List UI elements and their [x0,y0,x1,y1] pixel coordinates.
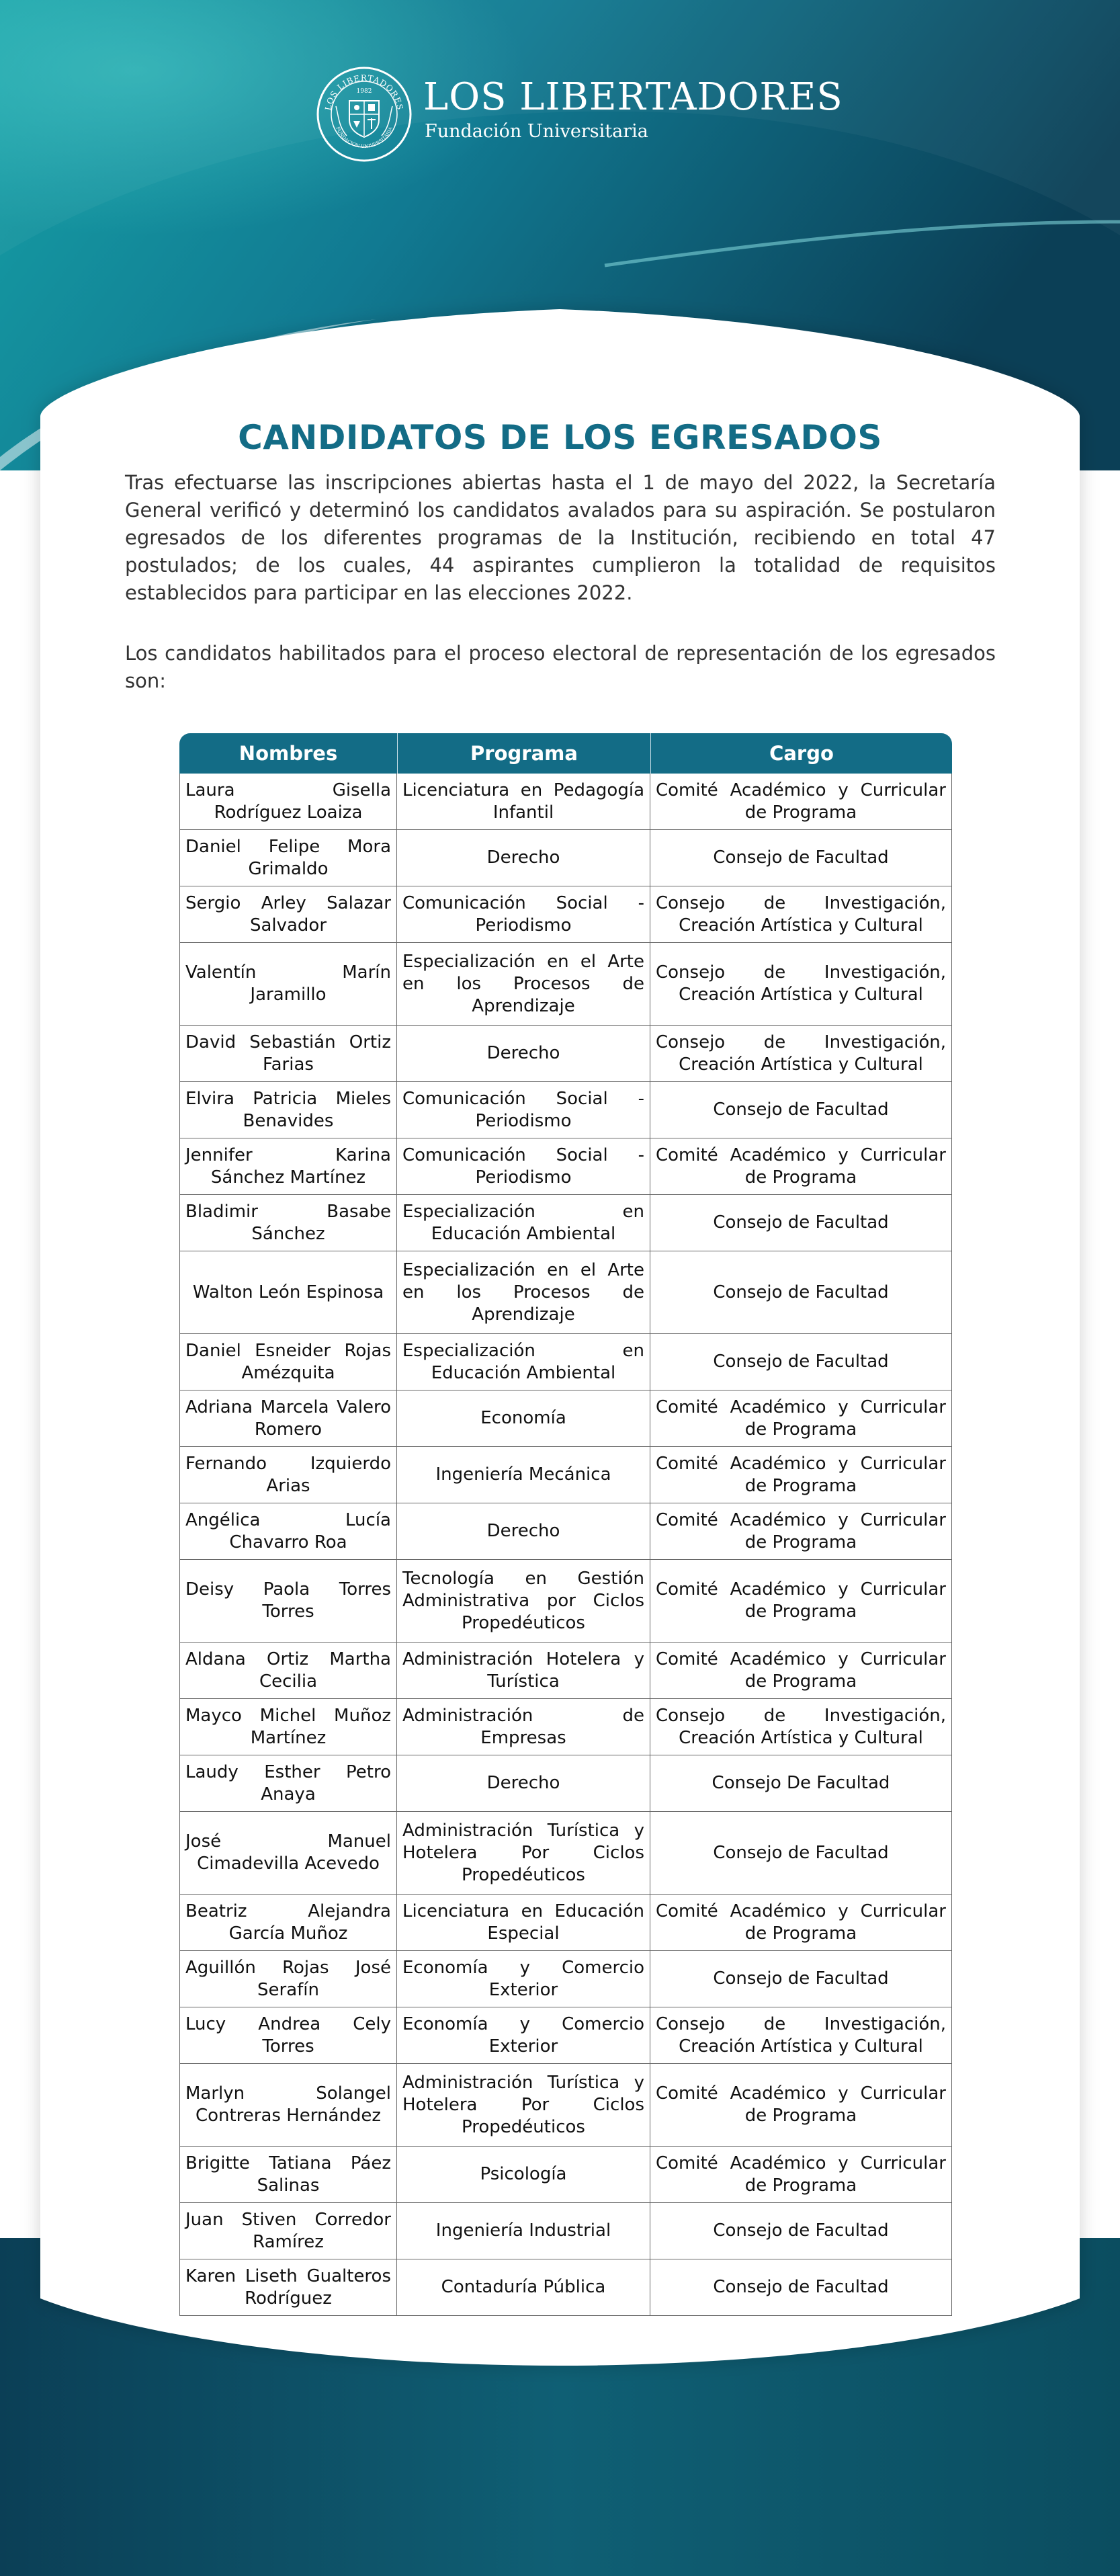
table-row [179,1643,952,1699]
cell-cargo: Comité Académico y Curricular de Programa [650,1560,952,1643]
header-nombres: Nombres [179,733,397,774]
cell-cargo: Consejo de Facultad [650,2259,952,2316]
table-row [179,1026,952,1082]
table-row [179,1699,952,1755]
table-row [179,1560,952,1643]
cell-cargo: Consejo de Investigación, Creación Artística y Cultural [650,1699,952,1755]
cell-nombre: Deisy Paola Torres Torres [179,1560,397,1643]
cell-cargo: Consejo de Facultad [650,1082,952,1138]
cell-cargo: Comité Académico y Curricular de Programa [650,1503,952,1560]
cell-programa: Contaduría Pública [397,2259,650,2316]
cell-nombre: Elvira Patricia Mieles Benavides [179,1082,397,1138]
cell-programa: Licenciatura en Educación Especial [397,1895,650,1951]
table-row [179,1812,952,1895]
brand-subtitle: Fundación Universitaria [425,121,648,142]
page-title: CANDIDATOS DE LOS EGRESADOS [238,417,882,457]
cell-cargo: Comité Académico y Curricular de Programa [650,774,952,830]
table-row [179,1251,952,1334]
table-row [179,1082,952,1138]
cell-cargo: Consejo de Facultad [650,2203,952,2259]
cell-cargo: Consejo de Facultad [650,1334,952,1390]
cell-programa: Especialización en Educación Ambiental [397,1195,650,1251]
table-row [179,1334,952,1390]
cell-nombre: José Manuel Cimadevilla Acevedo [179,1812,397,1895]
table-row [179,774,952,830]
cell-nombre: Walton León Espinosa [179,1251,397,1334]
table-row [179,2147,952,2203]
cell-programa: Derecho [397,1755,650,1812]
cell-cargo: Consejo de Investigación, Creación Artística y Cultural [650,886,952,943]
cell-nombre: Aguillón Rojas José Serafín [179,1951,397,2007]
cell-nombre: Lucy Andrea Cely Torres [179,2007,397,2064]
table-row [179,886,952,943]
header-cargo: Cargo [650,733,952,774]
seal-year: 1982 [356,88,372,95]
cell-programa: Psicología [397,2147,650,2203]
cell-programa: Economía y Comercio Exterior [397,1951,650,2007]
cell-cargo: Comité Académico y Curricular de Programa [650,1138,952,1195]
cell-programa: Ingeniería Industrial [397,2203,650,2259]
table-row [179,1195,952,1251]
cell-programa: Administración Turística y Hotelera Por Ciclos Propedéuticos [397,2064,650,2147]
cell-programa: Ingeniería Mecánica [397,1447,650,1503]
table-row [179,1503,952,1560]
cell-programa: Especialización en el Arte en los Procesos de Aprendizaje [397,943,650,1026]
seal-text-bottom: FUNDACIÓN UNIVERSITARIA [335,126,394,150]
cell-programa: Economía [397,1390,650,1447]
cell-programa: Comunicación Social - Periodismo [397,1082,650,1138]
cell-nombre: Adriana Marcela Valero Romero [179,1390,397,1447]
cell-programa: Comunicación Social - Periodismo [397,886,650,943]
table-row [179,1951,952,2007]
cell-cargo: Comité Académico y Curricular de Programa [650,2064,952,2147]
cell-cargo: Comité Académico y Curricular de Programa [650,2147,952,2203]
cell-nombre: Laudy Esther Petro Anaya [179,1755,397,1812]
cell-nombre: Karen Liseth Gualteros Rodríguez [179,2259,397,2316]
table-row [179,2259,952,2316]
brand-name: LOS LIBERTADORES [423,75,843,119]
cell-nombre: Sergio Arley Salazar Salvador [179,886,397,943]
header-programa: Programa [397,733,650,774]
cell-nombre: Marlyn Solangel Contreras Hernández [179,2064,397,2147]
university-seal-icon [316,66,413,163]
cell-cargo: Comité Académico y Curricular de Programa [650,1895,952,1951]
cell-programa: Derecho [397,1026,650,1082]
table-header-row [179,733,952,774]
cell-nombre: Laura Gisella Rodríguez Loaiza [179,774,397,830]
intro-paragraph: Tras efectuarse las inscripciones abiertas hasta el 1 de mayo del 2022, la Secretaría General verificó y determinó los candidatos avalados para su aspiración. Se postularon egresados de los diferentes programas de la Institución, recibiendo en total 47 postulados; de los cuales, 44 aspirantes cumplieron la totalidad de requisitos establecidos para participar en las elecciones 2022. [125,471,996,604]
cell-programa: Administración Turística y Hotelera Por Ciclos Propedéuticos [397,1812,650,1895]
cell-nombre: Daniel Felipe Mora Grimaldo [179,830,397,886]
cell-cargo: Consejo de Investigación, Creación Artística y Cultural [650,1026,952,1082]
table-row [179,2203,952,2259]
table-row [179,1447,952,1503]
cell-cargo: Consejo de Facultad [650,830,952,886]
candidates-table [179,733,952,2316]
cell-programa: Tecnología en Gestión Administrativa por Ciclos Propedéuticos [397,1560,650,1643]
brand-logo [316,66,843,167]
table-row [179,1390,952,1447]
cell-programa: Especialización en Educación Ambiental [397,1334,650,1390]
cell-nombre: Juan Stiven Corredor Ramírez [179,2203,397,2259]
cell-programa: Licenciatura en Pedagogía Infantil [397,774,650,830]
cell-nombre: Bladimir Basabe Sánchez [179,1195,397,1251]
table-row [179,2007,952,2064]
table-row [179,1895,952,1951]
cell-nombre: Jennifer Karina Sánchez Martínez [179,1138,397,1195]
cell-nombre: Beatriz Alejandra García Muñoz [179,1895,397,1951]
cell-cargo: Consejo de Facultad [650,1951,952,2007]
lead-paragraph: Los candidatos habilitados para el proceso electoral de representación de los egresados son: [125,642,996,692]
cell-cargo: Comité Académico y Curricular de Programa [650,1447,952,1503]
cell-programa: Administración Hotelera y Turística [397,1643,650,1699]
cell-nombre: Valentín Marín Jaramillo [179,943,397,1026]
cell-programa: Derecho [397,1503,650,1560]
cell-nombre: Brigitte Tatiana Páez Salinas [179,2147,397,2203]
cell-cargo: Consejo De Facultad [650,1755,952,1812]
cell-cargo: Consejo de Facultad [650,1251,952,1334]
cell-programa: Derecho [397,830,650,886]
cell-cargo: Consejo de Investigación, Creación Artística y Cultural [650,2007,952,2064]
cell-nombre: Angélica Lucía Chavarro Roa [179,1503,397,1560]
cell-nombre: Daniel Esneider Rojas Amézquita [179,1334,397,1390]
table-row [179,830,952,886]
cell-nombre: David Sebastián Ortiz Farias [179,1026,397,1082]
table-row [179,1138,952,1195]
cell-cargo: Consejo de Facultad [650,1195,952,1251]
table-row [179,1755,952,1812]
cell-programa: Administración de Empresas [397,1699,650,1755]
cell-nombre: Aldana Ortiz Martha Cecilia [179,1643,397,1699]
cell-programa: Economía y Comercio Exterior [397,2007,650,2064]
cell-programa: Comunicación Social - Periodismo [397,1138,650,1195]
cell-cargo: Consejo de Investigación, Creación Artística y Cultural [650,943,952,1026]
cell-programa: Especialización en el Arte en los Procesos de Aprendizaje [397,1251,650,1334]
cell-cargo: Consejo de Facultad [650,1812,952,1895]
cell-nombre: Fernando Izquierdo Arias [179,1447,397,1503]
cell-cargo: Comité Académico y Curricular de Programa [650,1643,952,1699]
cell-cargo: Comité Académico y Curricular de Programa [650,1390,952,1447]
table-row [179,2064,952,2147]
cell-nombre: Mayco Michel Muñoz Martínez [179,1699,397,1755]
seal-text-top: LOS LIBERTADORES [323,73,405,112]
table-row [179,943,952,1026]
